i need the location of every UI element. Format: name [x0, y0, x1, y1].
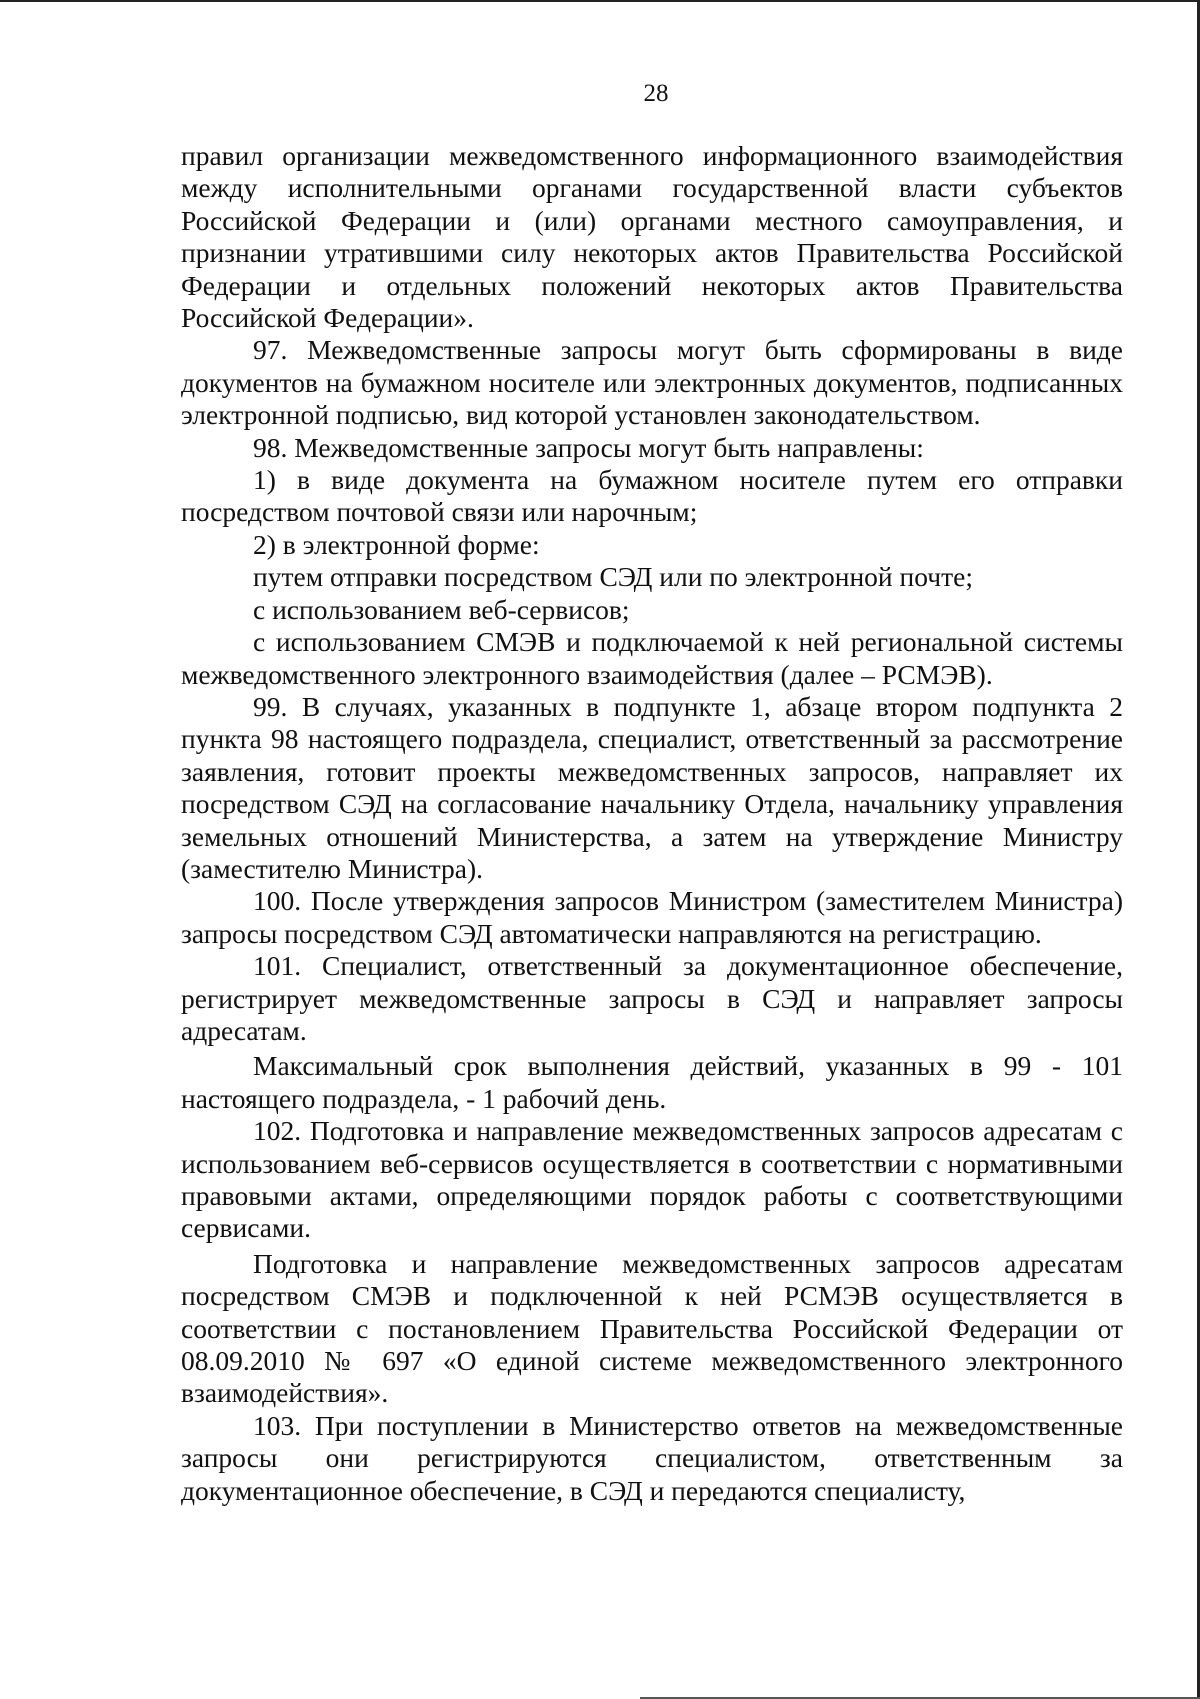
paragraph-continuation: правил организации межведомственного информационного взаимодействия между исполнительными органами государственной власти субъектов Российской Федерации и (или) органами местного самоуправления, и признании утратившими силу некоторых актов Правительства Российской Федерации и отдельных положений некоторых актов Правительства Российской Федерации».	[181, 140, 1123, 334]
paragraph-102: 102. Подготовка и направление межведомственных запросов адресатам с использованием веб-сервисов осуществляется в соответствии с нормативными правовыми актами, определяющими порядок работы с соответствующими сервисами.	[181, 1115, 1123, 1244]
paragraph-max-term: Максимальный срок выполнения действий, указанных в 99 - 101 настоящего подраздела, - 1 рабочий день.	[181, 1050, 1123, 1114]
paragraph-100: 100. После утверждения запросов Министром (заместителем Министра) запросы посредством СЭД автоматически направляются на регистрацию.	[181, 885, 1123, 949]
page-number: 28	[643, 80, 669, 107]
paragraph-103: 103. При поступлении в Министерство ответов на межведомственные запросы они регистрируются специалистом, ответственным за документационное обеспечение, в СЭД и передаются специалисту,	[181, 1409, 1123, 1506]
paragraph-98-item-2-web: с использованием веб-сервисов;	[253, 593, 630, 625]
paragraph-98-item-2: 2) в электронной форме:	[253, 528, 540, 560]
paragraph-98: 98. Межведомственные запросы могут быть направлены:	[253, 431, 924, 463]
paragraph-98-item-1: 1) в виде документа на бумажном носителе путем его отправки посредством почтовой связи или нарочным;	[181, 464, 1123, 528]
document-body	[181, 140, 1123, 1507]
paragraph-101: 101. Специалист, ответственный за документационное обеспечение, регистрирует межведомственные запросы в СЭД и направляет запросы адресатам.	[181, 950, 1123, 1046]
scan-edge-top	[0, 0, 1200, 2]
paragraph-98-item-2-sed: путем отправки посредством СЭД или по электронной почте;	[253, 561, 973, 593]
paragraph-99: 99. В случаях, указанных в подпункте 1, абзаце втором подпункта 2 пункта 98 настоящего подраздела, специалист, ответственный за рассмотрение заявления, готовит проекты межведомственных запросов, направляет их посредством СЭД на согласование начальнику Отдела, начальнику управления земельных отношений Министерства, а затем на утверждение Министру (заместителю Министра).	[181, 690, 1123, 884]
paragraph-102-smev: Подготовка и направление межведомственных запросов адресатам посредством СМЭВ и подключенной к ней РСМЭВ осуществляется в соответствии с постановлением Правительства Российской Федерации от 08.09.2010 № 697 «О единой системе межведомственного электронного взаимодействия».	[181, 1247, 1123, 1409]
paragraph-97: 97. Межведомственные запросы могут быть сформированы в виде документов на бумажном носителе или электронных документов, подписанных электронной подписью, вид которой установлен законодательством.	[181, 334, 1123, 431]
paragraph-98-item-2-smev: с использованием СМЭВ и подключаемой к ней региональной системы межведомственного электронного взаимодействия (далее – РСМЭВ).	[181, 626, 1123, 690]
